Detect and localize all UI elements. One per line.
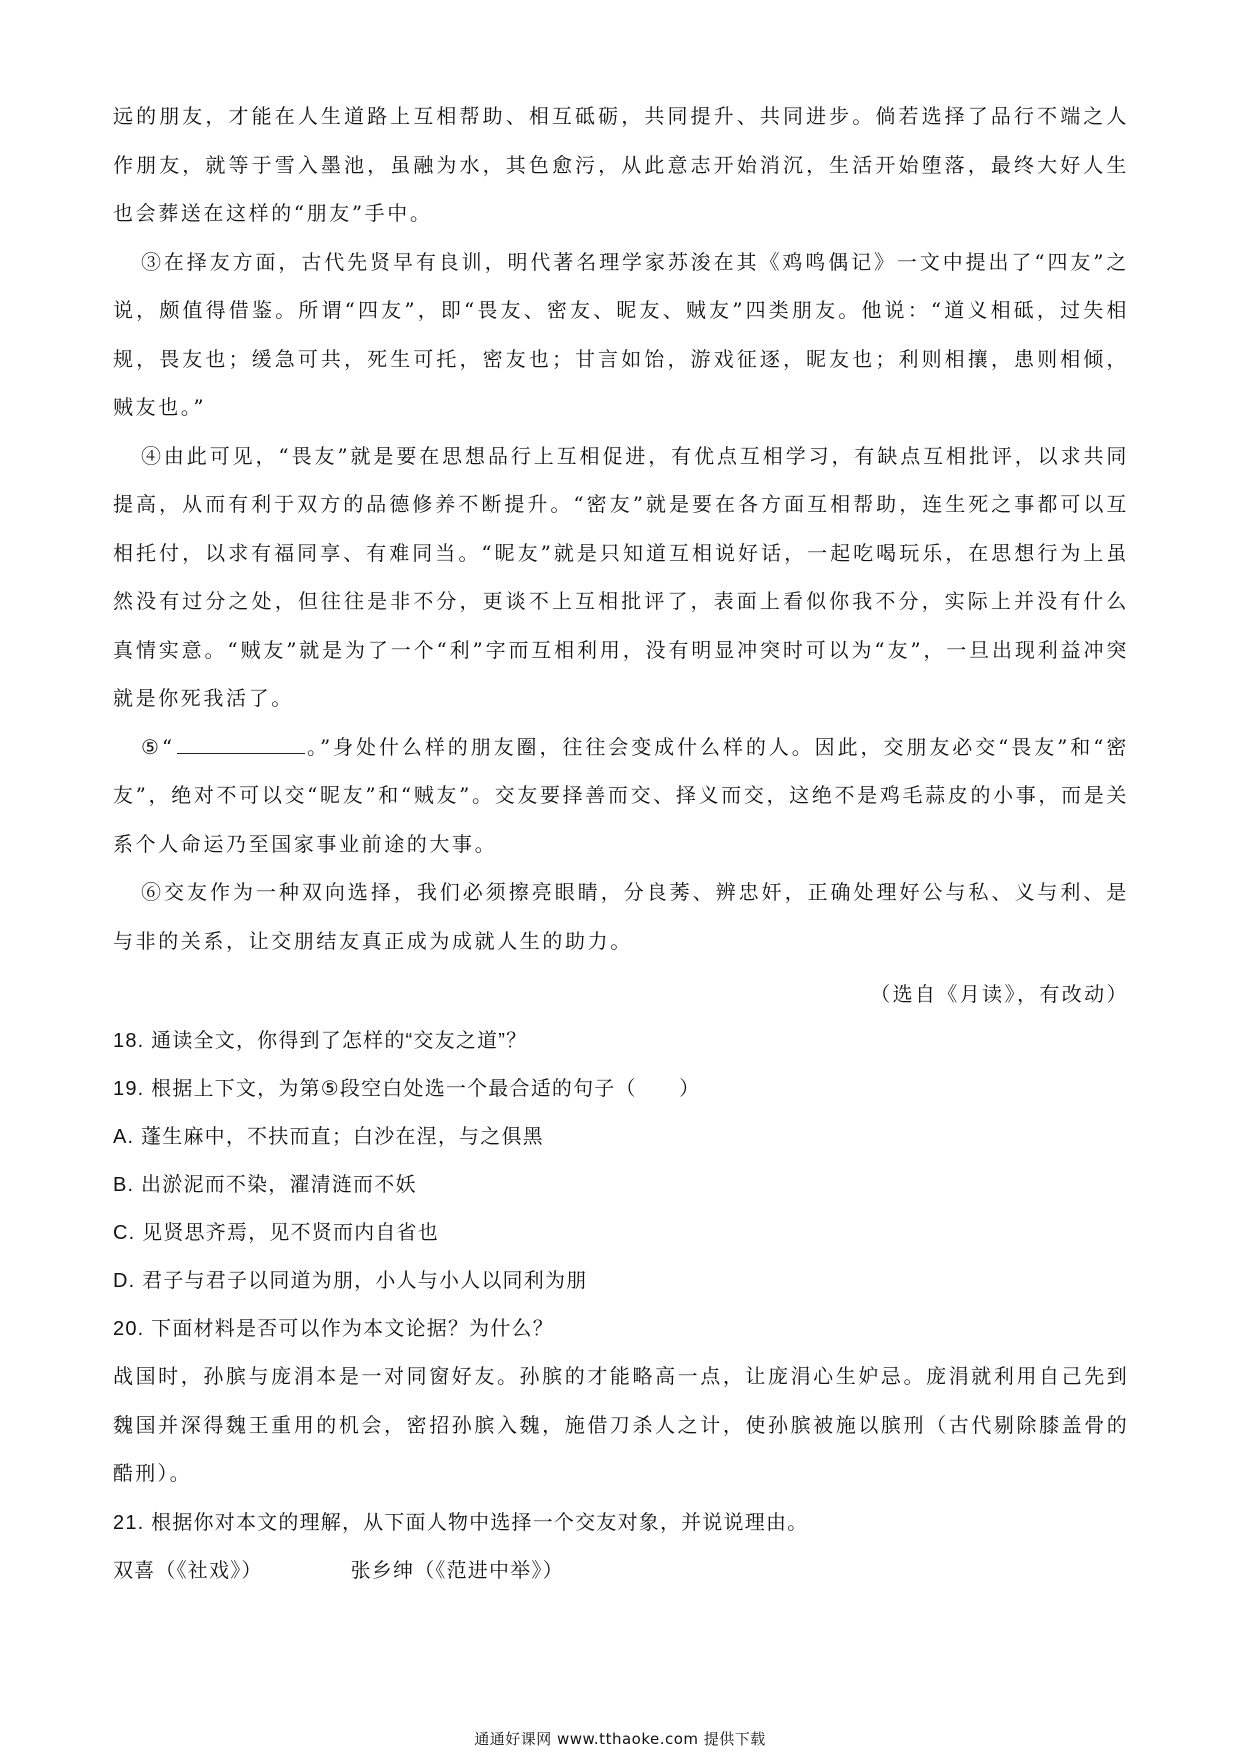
paragraph-continuation: 远的朋友，才能在人生道路上互相帮助、相互砥砺，共同提升、共同进步。倘若选择了品行不端之人作朋友，就等于雪入墨池，虽融为水，其色愈污，从此意志开始消沉，生活开始堕落，最终大好人生也会葬送在这样的“朋友”手中。 (113, 104, 1129, 225)
question-21-choices (113, 1547, 1129, 1595)
paragraph-5-rest: 。”身处什么样的朋友圈，往往会变成什么样的人。因此，交朋友必交“畏友”和“密友”，绝对不可以交“昵友”和“贼友”。交友要择善而交、择义而交，这绝不是鸡毛蒜皮的小事，而是关系个人命运乃至国家事业前途的大事。 (113, 734, 1129, 856)
question-21: 21. 根据你对本文的理解，从下面人物中选择一个交友对象，并说说理由。 (113, 1511, 809, 1534)
question-19: 19. 根据上下文，为第⑤段空白处选一个最合适的句子（ ） (113, 1078, 701, 1100)
paragraph-6: ⑥交友作为一种双向选择，我们必须擦亮眼睛，分良莠、辨忠奸，正确处理好公与私、义与利、是与非的关系，让交朋结友真正成为成就人生的助力。 (113, 880, 1129, 953)
question-20: 20. 下面材料是否可以作为本文论据？为什么？ (113, 1318, 554, 1340)
document-page (113, 92, 1129, 1595)
option-c: C. 见贤思齐焉，见不贤而内自省也 (113, 1222, 439, 1244)
choice-shuangxi: 双喜（《社戏》） (113, 1559, 263, 1582)
paragraph-3: ③在择友方面，古代先贤早有良训，明代著名理学家苏浚在其《鸡鸣偶记》一文中提出了“四友”之说，颇值得借鉴。所谓“四友”，即“畏友、密友、昵友、贼友”四类朋友。他说：“道义相砥，过失相规，畏友也；缓急可共，死生可托，密友也；甘言如饴，游戏征逐，昵友也；利则相攘，患则相倾，贼友也。” (113, 249, 1129, 419)
footer-watermark: 通通好课网 www.tthaoke.com 提供下载 (474, 1730, 766, 1748)
paragraph-5 (113, 723, 1129, 869)
option-a: A. 蓬生麻中，不扶而直；白沙在涅，与之俱黑 (113, 1126, 544, 1148)
choice-zhangxiangshen: 张乡绅（《范进中举》） (350, 1559, 564, 1582)
option-d: D. 君子与君子以同道为朋，小人与小人以同利为朋 (113, 1270, 588, 1292)
question-20-material: 战国时，孙膑与庞涓本是一对同窗好友。孙膑的才能略高一点，让庞涓心生妒忌。庞涓就利用自己先到魏国并深得魏王重用的机会，密招孙膑入魏，施借刀杀人之计，使孙膑被施以膑刑（古代剔除膝盖骨的酷刑）。 (113, 1366, 1129, 1485)
paragraph-5-start: ⑤“ (141, 734, 175, 759)
source-citation: （选自《月读》，有改动） (870, 982, 1129, 1006)
option-b: B. 出淤泥而不染，濯清涟而不妖 (113, 1174, 417, 1196)
question-18: 18. 通读全文，你得到了怎样的“交友之道”？ (113, 1030, 528, 1052)
fill-in-blank (177, 731, 305, 754)
paragraph-4: ④由此可见，“畏友”就是要在思想品行上互相促进，有优点互相学习，有缺点互相批评，以求共同提高，从而有利于双方的品德修养不断提升。“密友”就是要在各方面互相帮助，连生死之事都可以互相托付，以求有福同享、有难同当。“昵友”就是只知道互相说好话，一起吃喝玩乐，在思想行为上虽然没有过分之处，但往往是非不分，更谈不上互相批评了，表面上看似你我不分，实际上并没有什么真情实意。“贼友”就是为了一个“利”字而互相利用，没有明显冲突时可以为“友”，一旦出现利益冲突就是你死我活了。 (113, 443, 1129, 710)
